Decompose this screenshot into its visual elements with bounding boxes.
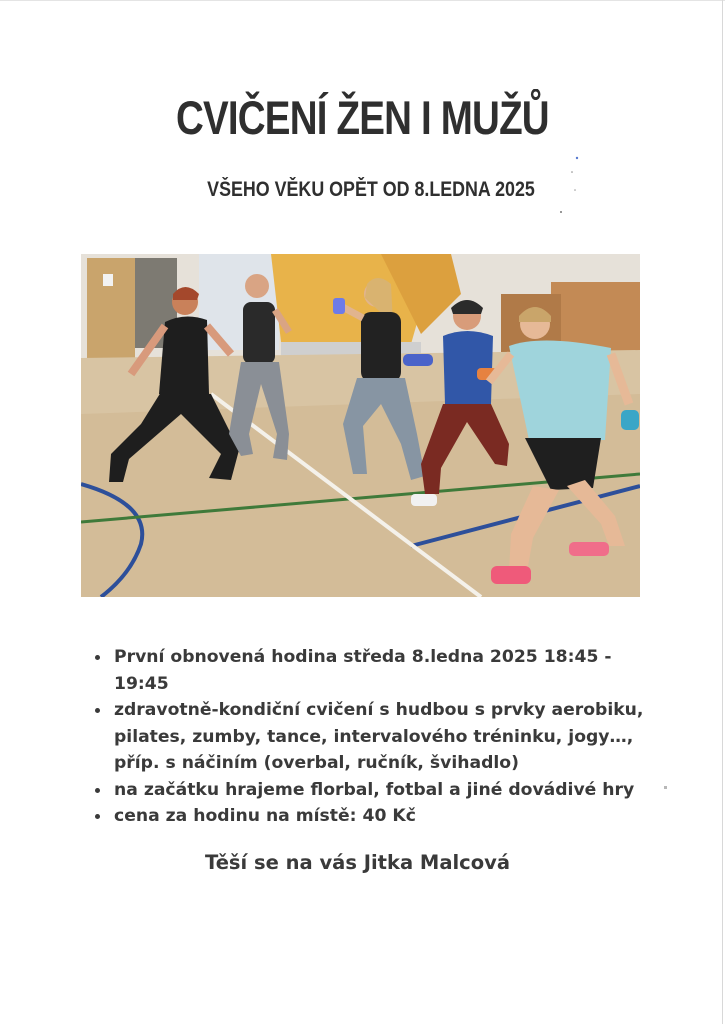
list-item bbox=[95, 644, 655, 697]
poster-subtitle: VŠEHO VĚKU OPĚT OD 8.LEDNA 2025 bbox=[207, 178, 535, 201]
bullet-icon bbox=[95, 788, 100, 793]
list-item bbox=[95, 777, 655, 804]
list-item-text: zdravotně-kondiční cvičení s hudbou s prvky aerobiku, pilates, zumby, tance, intervalového tréninku, jogy…, příp. s náčiním (overbal, ručník, švihadlo) bbox=[114, 700, 644, 773]
bullet-icon bbox=[95, 814, 100, 819]
scan-speck bbox=[664, 786, 667, 789]
page-top-edge bbox=[0, 0, 725, 1]
list-item-text: První obnovená hodina středa 8.ledna 2025 18:45 - 19:45 bbox=[114, 647, 612, 694]
info-list bbox=[95, 644, 655, 830]
poster-title: CVIČENÍ ŽEN I MUŽŮ bbox=[176, 91, 549, 144]
scan-specks bbox=[555, 150, 585, 220]
bullet-icon bbox=[95, 708, 100, 713]
list-item-text: cena za hodinu na místě: 40 Kč bbox=[114, 806, 416, 826]
list-item bbox=[95, 803, 655, 830]
signature: Těší se na vás Jitka Malcová bbox=[205, 851, 510, 874]
bullet-icon bbox=[95, 655, 100, 660]
list-item-text: na začátku hrajeme florbal, fotbal a jiné dovádivé hry bbox=[114, 779, 635, 800]
group-exercise-photo bbox=[81, 254, 640, 597]
list-item bbox=[95, 697, 655, 777]
page-right-edge bbox=[722, 0, 723, 1024]
